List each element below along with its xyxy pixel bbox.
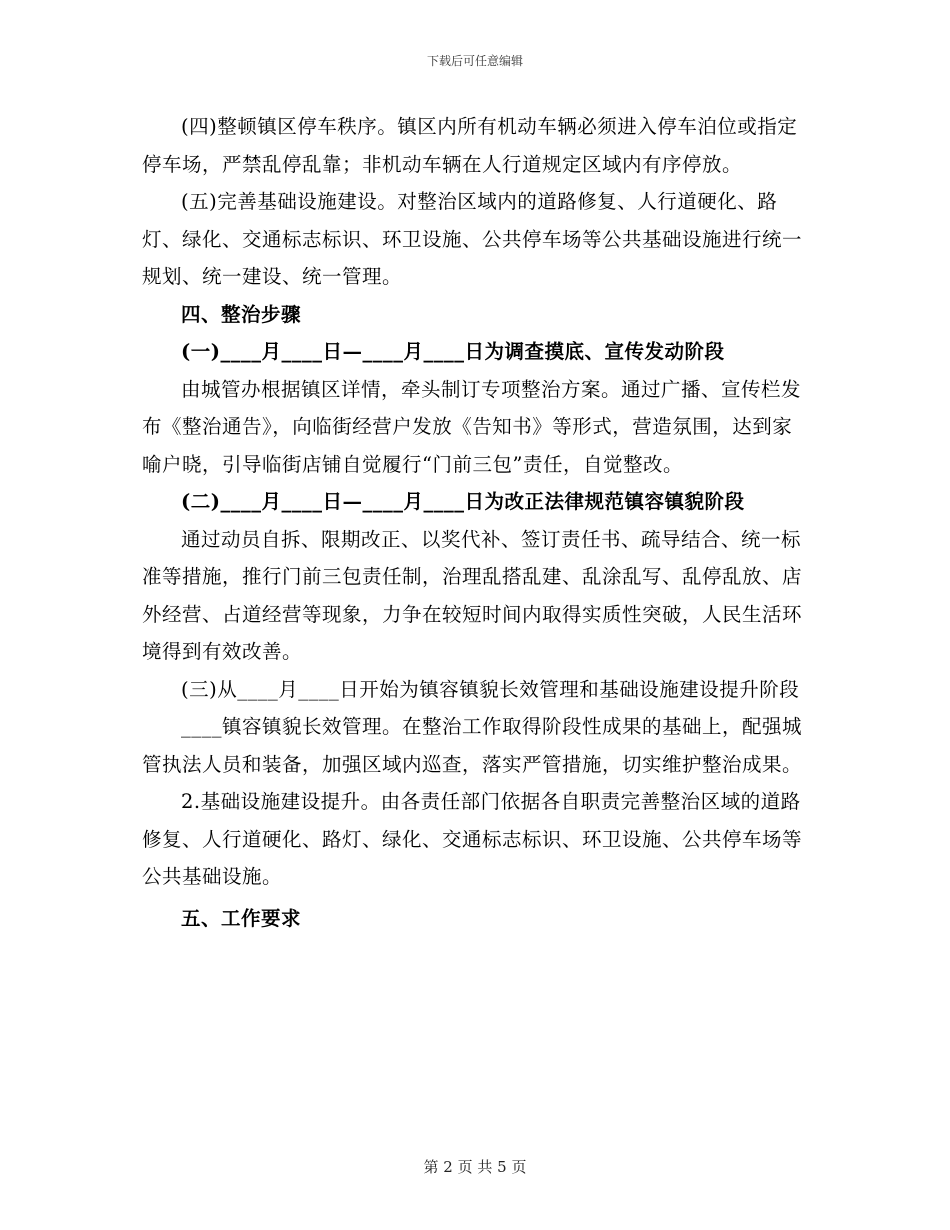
paragraph-long-term-management: ____镇容镇貌长效管理。在整治工作取得阶段性成果的基础上，配强城管执法人员和装备，加强区域内巡查，落实严管措施，切实维护整治成果。 bbox=[142, 715, 803, 776]
paragraph-parking-order: (四)整顿镇区停车秩序。镇区内所有机动车辆必须进入停车泊位或指定停车场，严禁乱停乱靠；非机动车辆在人行道规定区域内有序停放。 bbox=[142, 115, 798, 176]
stage-heading-3: (三)从____月____日开始为镇容镇貌长效管理和基础设施建设提升阶段 bbox=[181, 677, 800, 701]
paragraph-infrastructure: (五)完善基础设施建设。对整治区域内的道路修复、人行道硬化、路灯、绿化、交通标志标识、环卫设施、公共停车场等公共基础设施进行统一规划、统一建设、统一管理。 bbox=[142, 190, 803, 288]
paragraph-infrastructure-upgrade: 2.基础设施建设提升。由各责任部门依据各自职责完善整治区域的道路修复、人行道硬化、路灯、绿化、交通标志标识、环卫设施、公共停车场等公共基础设施。 bbox=[142, 790, 803, 888]
section-heading-requirements: 五、工作要求 bbox=[181, 906, 302, 930]
paragraph-stage-2: 通过动员自拆、限期改正、以奖代补、签订责任书、疏导结合、统一标准等措施，推行门前三包责任制，治理乱搭乱建、乱涂乱写、乱停乱放、店外经营、占道经营等现象，力争在较短时间内取得实质性突破，人民生活环境得到有效改善。 bbox=[142, 527, 803, 663]
stage-heading-2: (二)____月____日—____月____日为改正法律规范镇容镇貌阶段 bbox=[181, 490, 745, 513]
document-body bbox=[142, 108, 812, 937]
stage-heading-1: (一)____月____日—____月____日为调查摸底、宣传发动阶段 bbox=[181, 340, 725, 363]
paragraph-stage-1: 由城管办根据镇区详情，牵头制订专项整治方案。通过广播、宣传栏发布《整治通告》，向临街经营户发放《告知书》等形式，营造氛围，达到家喻户晓，引导临街店铺自觉履行“门前三包”责任，自觉整改。 bbox=[142, 377, 802, 476]
page-header: 下载后可任意编辑 bbox=[426, 54, 523, 68]
section-heading-steps: 四、整治步骤 bbox=[181, 302, 302, 326]
page-footer: 第 2 页 共 5 页 bbox=[423, 1158, 527, 1176]
